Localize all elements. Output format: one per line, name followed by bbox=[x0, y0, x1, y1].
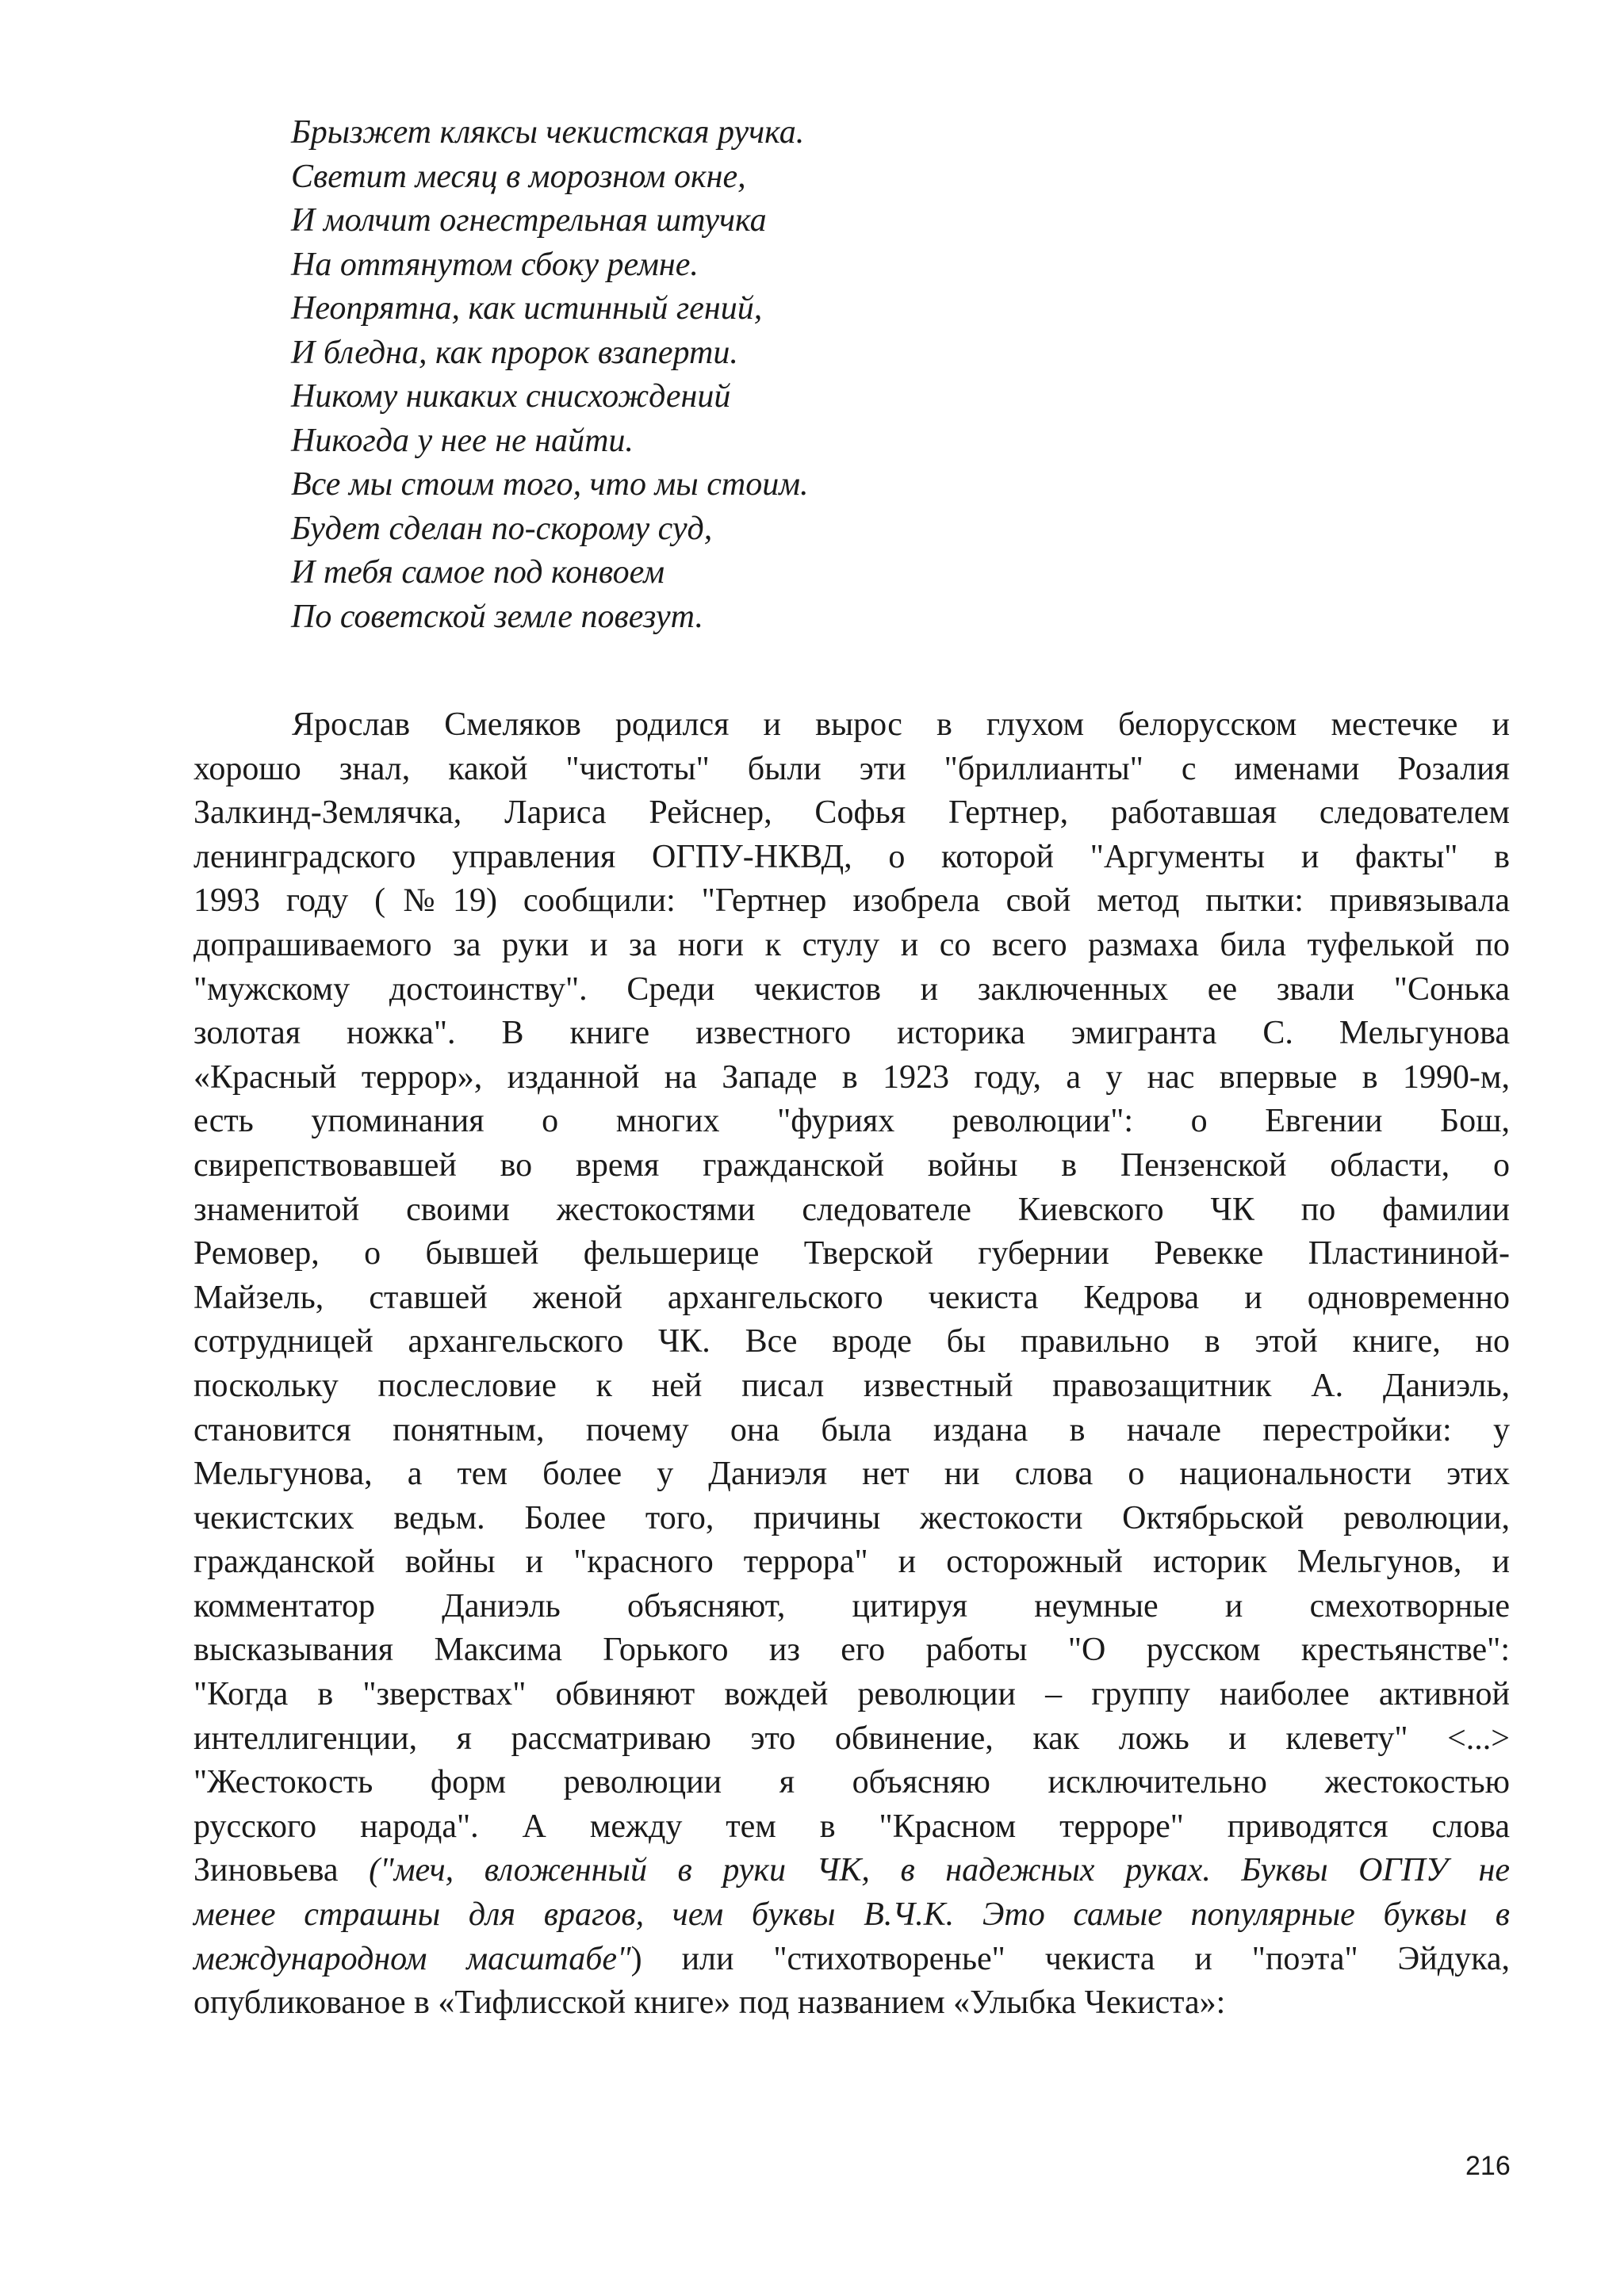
zinoviev-quote: международном масштабе" bbox=[193, 1940, 631, 1977]
body-line: Майзель, ставшей женой архангельского чекиста Кедрова и одновременно bbox=[193, 1279, 1510, 1316]
poem-line: Неопрятна, как истинный гений, bbox=[291, 290, 763, 327]
body-line: гражданской войны и "красного террора" и осторожный историк Мельгунов, и bbox=[193, 1544, 1510, 1581]
body-line: сотрудницей архангельского ЧК. Все вроде бы правильно в этой книге, но bbox=[193, 1323, 1510, 1360]
body-line: чекистских ведьм. Более того, причины жестокости Октябрьской революции, bbox=[193, 1499, 1510, 1536]
body-line: становится понятным, почему она была издана в начале перестройки: у bbox=[193, 1411, 1510, 1448]
poem-line: Светит месяц в морозном окне, bbox=[291, 158, 746, 195]
body-line: высказывания Максима Горького из его работы "О русском крестьянстве": bbox=[193, 1632, 1510, 1669]
body-line: золотая ножка". В книге известного историка эмигранта С. Мельгунова bbox=[193, 1015, 1510, 1052]
body-line: Ярослав Смеляков родился и вырос в глухом белорусском местечке и bbox=[292, 706, 1510, 743]
body-text-segment: ) или "стихотворенье" чекиста и "поэта" Эйдука, bbox=[630, 1940, 1510, 1977]
body-line: знаменитой своими жестокостями следователе Киевского ЧК по фамилии bbox=[193, 1191, 1510, 1228]
body-line: "Когда в "зверствах" обвиняют вождей революции – группу наиболее активной bbox=[193, 1676, 1510, 1713]
poem-line: Будет сделан по-скорому суд, bbox=[291, 510, 713, 547]
body-line: комментатор Даниэль объясняют, цитируя неумные и смехотворные bbox=[193, 1587, 1510, 1624]
poem-line: Брызжет кляксы чекистская ручка. bbox=[291, 114, 805, 151]
body-line bbox=[193, 1938, 1510, 1982]
body-line: хорошо знал, какой "чистоты" были эти "бриллианты" с именами Розалия bbox=[193, 750, 1510, 787]
body-line: 1993 году (№19) сообщили: "Гертнер изобрела свой метод пытки: привязывала bbox=[193, 882, 1510, 920]
body-line: Ремовер, о бывшей фельшерице Тверской губернии Ревекке Пластининой- bbox=[193, 1235, 1510, 1272]
poem-line: И молчит огнестрельная штучка bbox=[291, 202, 767, 239]
poem-line: Все мы стоим того, что мы стоим. bbox=[291, 466, 809, 503]
body-line: Мельгунова, а тем более у Даниэля нет ни слова о национальности этих bbox=[193, 1456, 1510, 1493]
body-line: «Красный террор», изданной на Западе в 1923 году, а у нас впервые в 1990-м, bbox=[193, 1058, 1510, 1096]
body-line: есть упоминания о многих "фуриях революции": о Евгении Бош, bbox=[193, 1103, 1510, 1140]
body-line: интеллигенции, я рассматриваю это обвинение, как ложь и клевету" <...> bbox=[193, 1720, 1510, 1757]
body-line: ленинградского управления ОГПУ-НКВД, о которой "Аргументы и факты" в bbox=[193, 838, 1510, 875]
poem-line: Никому никаких снисхождений bbox=[291, 378, 731, 415]
body-line: допрашиваемого за руки и за ноги к стулу и со всего размаха била туфелькой по bbox=[193, 926, 1510, 963]
page-number: 216 bbox=[1465, 2151, 1511, 2181]
body-line: русского народа". А между тем в "Красном терроре" приводятся слова bbox=[193, 1808, 1510, 1845]
body-paragraph bbox=[193, 703, 1510, 2026]
zinoviev-quote: менее страшны для врагов, чем буквы В.Ч.К. Это самые популярные буквы в bbox=[193, 1896, 1510, 1934]
poem-line: Никогда у нее не найти. bbox=[291, 422, 634, 459]
zinoviev-quote: ("меч, вложенный в руки ЧК, в надежных руках. Буквы ОГПУ не bbox=[369, 1852, 1510, 1889]
body-line bbox=[193, 1849, 1510, 1893]
poem-line: На оттянутом сбоку ремне. bbox=[291, 246, 699, 283]
body-line: "Жестокость форм революции я объясняю исключительно жестокостью bbox=[193, 1764, 1510, 1801]
body-line: Залкинд-Землячка, Лариса Рейснер, Софья Гертнер, работавшая следователем bbox=[193, 794, 1510, 832]
body-line: "мужскому достоинству". Среди чекистов и заключенных ее звали "Сонька bbox=[193, 970, 1510, 1008]
poem-line: По советской земле повезут. bbox=[291, 598, 703, 635]
body-line: свирепствовавшей во время гражданской войны в Пензенской области, о bbox=[193, 1146, 1510, 1184]
poem-block bbox=[291, 111, 1480, 639]
body-text-segment: Зиновьева bbox=[193, 1852, 370, 1889]
poem-line: И тебя самое под конвоем bbox=[291, 554, 665, 591]
body-line: опубликованое в «Тифлисской книге» под названием «Улыбка Чекиста»: bbox=[193, 1984, 1226, 2022]
poem-line: И бледна, как пророк взаперти. bbox=[291, 334, 738, 371]
body-line bbox=[193, 1893, 1510, 1938]
body-line: поскольку послесловие к ней писал известный правозащитник А. Даниэль, bbox=[193, 1367, 1510, 1404]
